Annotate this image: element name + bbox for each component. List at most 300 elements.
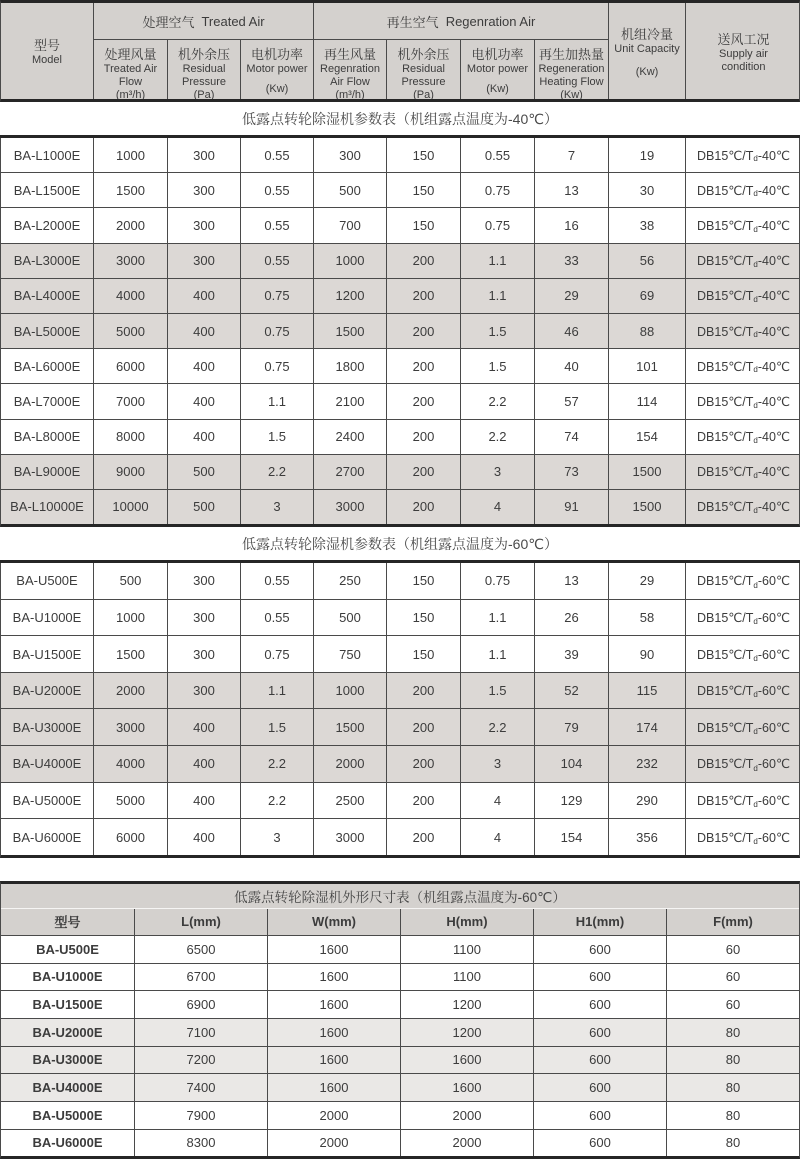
column-header-cell [386,39,460,99]
supply-header-zh: 送风工况 [717,31,770,47]
value-cell: 1500 [313,709,386,745]
dim-value-cell: 1600 [267,1047,400,1074]
table-row [1,314,799,349]
value-cell: 1.5 [460,673,534,709]
value-cell: 4000 [93,746,167,782]
value-cell: 29 [534,279,608,313]
supply-text-sub: d [753,617,758,627]
supply-cell [685,636,800,672]
value-cell: 300 [167,673,240,709]
supply-text-post: -60℃ [757,574,790,589]
dim-value-cell: 600 [533,1130,666,1157]
dim-header-cell: H1(mm) [533,909,666,935]
dim-value-cell: 6900 [134,991,267,1018]
value-cell: 200 [386,490,460,524]
column-header-unit: (m³/h) [335,88,365,99]
value-cell: 200 [386,673,460,709]
value-cell: 500 [313,173,386,207]
supply-cell [685,819,800,855]
dim-value-cell: 600 [533,991,666,1018]
model-cell: BA-U5000E [12,792,82,808]
value-cell: 0.75 [240,349,313,383]
value-cell: 3 [460,455,534,489]
value-cell: 200 [386,314,460,348]
supply-text-pre: DB15℃/T [697,500,754,515]
model-cell: BA-U1500E [12,646,82,662]
value-cell: 0.75 [460,563,534,599]
dim-model-cell: BA-U500E [36,941,99,957]
value-cell: 39 [534,636,608,672]
supply-text-post: -40℃ [757,218,790,233]
value-cell: 1500 [93,173,167,207]
value-cell: 9000 [93,455,167,489]
table-row [1,991,799,1019]
supply-text-post: -40℃ [757,465,790,480]
supply-text-pre: DB15℃/T [697,610,754,625]
supply-text-sub: d [753,836,758,846]
model-cell: BA-L2000E [13,217,81,233]
dim-value-cell: 1200 [400,1019,533,1046]
table-row [1,208,799,243]
value-cell: 0.75 [460,208,534,242]
value-cell: 400 [167,314,240,348]
supply-text-post: -60℃ [757,757,790,772]
column-header-en: Motor power [466,63,529,75]
value-cell: 750 [313,636,386,672]
supply-header-en: Supply air condition [719,47,768,73]
value-cell: 1500 [93,636,167,672]
dim-value-cell: 80 [666,1019,799,1046]
dim-value-cell: 2000 [267,1130,400,1157]
value-cell: 1.5 [460,349,534,383]
value-cell: 400 [167,420,240,454]
value-cell: 300 [167,600,240,636]
value-cell: 1.1 [460,636,534,672]
value-cell: 232 [608,746,685,782]
value-cell: 0.55 [240,563,313,599]
dim-value-cell: 7900 [134,1102,267,1129]
value-cell: 1.1 [460,244,534,278]
column-header-unit: (Kw) [265,83,289,95]
supply-header-cell [685,3,800,99]
section-title-minus40: 低露点转轮除湿机参数表（机组露点温度为-40℃） [0,102,800,138]
dim-value-cell: 600 [533,936,666,963]
value-cell: 700 [313,208,386,242]
value-cell: 1.5 [240,420,313,454]
table-row [1,138,799,173]
dim-value-cell: 60 [666,936,799,963]
supply-text-pre: DB15℃/T [697,289,754,304]
value-cell: 1.1 [240,673,313,709]
supply-cell [685,783,800,819]
value-cell: 2500 [313,783,386,819]
column-header-cell [167,39,240,99]
value-cell: 1500 [313,314,386,348]
model-cell: BA-U4000E [12,756,82,772]
supply-text-pre: DB15℃/T [697,183,754,198]
capacity-header-cell [608,3,685,99]
dim-value-cell: 600 [533,1047,666,1074]
table-row [1,1074,799,1102]
value-cell: 150 [386,173,460,207]
value-cell: 7000 [93,384,167,418]
value-cell: 74 [534,420,608,454]
capacity-header-en: Unit Capacity [614,43,680,56]
table-row [1,420,799,455]
supply-text-sub: d [753,294,758,304]
dim-value-cell: 8300 [134,1130,267,1157]
group-treated-en: Treated Air [201,13,265,29]
value-cell: 7 [534,138,608,172]
dim-value-cell: 2000 [400,1102,533,1129]
dim-value-cell: 80 [666,1102,799,1129]
supply-cell [685,173,800,207]
dim-model-cell: BA-U5000E [32,1107,103,1123]
value-cell: 1.1 [460,600,534,636]
column-header-cell [93,39,167,99]
value-cell: 38 [608,208,685,242]
value-cell: 2.2 [460,709,534,745]
dim-value-cell: 1600 [267,1019,400,1046]
value-cell: 2400 [313,420,386,454]
column-header-en: Treated Air Flow [103,63,158,88]
value-cell: 400 [167,746,240,782]
supply-cell [685,490,800,524]
supply-text-pre: DB15℃/T [697,394,754,409]
column-header-en: Residual Pressure [181,63,227,88]
value-cell: 2000 [93,208,167,242]
dim-value-cell: 7400 [134,1074,267,1101]
dim-value-cell: 60 [666,964,799,991]
supply-text-pre: DB15℃/T [697,793,754,808]
supply-cell [685,384,800,418]
table-row [1,673,799,710]
value-cell: 104 [534,746,608,782]
value-cell: 400 [167,279,240,313]
value-cell: 91 [534,490,608,524]
column-header-zh: 电机功率 [471,47,524,62]
value-cell: 40 [534,349,608,383]
supply-cell [685,138,800,172]
column-header-unit: (Pa) [413,88,434,99]
table-row [1,244,799,279]
value-cell: 0.55 [240,244,313,278]
dim-value-cell: 7200 [134,1047,267,1074]
supply-text-sub: d [753,330,758,340]
supply-text-sub: d [753,580,758,590]
table-row [1,964,799,992]
supply-text-pre: DB15℃/T [697,684,754,699]
supply-cell [685,244,800,278]
value-cell: 1.1 [460,279,534,313]
table-row [1,936,799,964]
model-cell: BA-L8000E [13,429,81,445]
table-row [1,1047,799,1075]
value-cell: 29 [608,563,685,599]
value-cell: 57 [534,384,608,418]
value-cell: 174 [608,709,685,745]
value-cell: 2.2 [460,420,534,454]
section-title-minus60: 低露点转轮除湿机参数表（机组露点温度为-60℃） [0,527,800,563]
table-row [1,636,799,673]
model-header-cell [1,3,93,99]
dim-value-cell: 1600 [400,1047,533,1074]
value-cell: 79 [534,709,608,745]
value-cell: 114 [608,384,685,418]
dim-header-cell: L(mm) [134,909,267,935]
value-cell: 3 [240,490,313,524]
supply-text-post: -60℃ [757,684,790,699]
value-cell: 150 [386,138,460,172]
supply-text-post: -40℃ [757,254,790,269]
supply-text-sub: d [753,653,758,663]
supply-text-pre: DB15℃/T [697,254,754,269]
supply-text-pre: DB15℃/T [697,465,754,480]
supply-text-post: -60℃ [757,610,790,625]
group-regen-en: Regenration Air [445,13,536,29]
value-cell: 0.75 [240,636,313,672]
value-cell: 2700 [313,455,386,489]
value-cell: 500 [93,563,167,599]
value-cell: 2.2 [240,455,313,489]
supply-text-post: -40℃ [757,359,790,374]
value-cell: 150 [386,563,460,599]
supply-text-post: -60℃ [757,830,790,845]
model-cell: BA-L4000E [13,288,81,304]
dim-model-cell: BA-U2000E [32,1024,103,1040]
supply-text-post: -40℃ [757,500,790,515]
spec-table-minus60-body [0,563,800,858]
value-cell: 2000 [93,673,167,709]
table-row [1,746,799,783]
table-row [1,173,799,208]
column-header-unit: (Pa) [193,88,215,99]
spec-table-minus40-body [0,138,800,527]
supply-text-pre: DB15℃/T [697,647,754,662]
value-cell: 1000 [313,244,386,278]
column-header-cell [460,39,534,99]
supply-text-post: -40℃ [757,148,790,163]
value-cell: 200 [386,384,460,418]
supply-text-pre: DB15℃/T [697,430,754,445]
table-row [1,600,799,637]
model-cell: BA-L7000E [13,393,81,409]
column-header-zh: 处理风量 [104,47,157,62]
value-cell: 0.75 [460,173,534,207]
value-cell: 2.2 [240,746,313,782]
model-cell: BA-U500E [16,573,78,589]
dim-value-cell: 7100 [134,1019,267,1046]
value-cell: 2.2 [460,384,534,418]
column-header-cell [313,39,386,99]
supply-text-sub: d [753,224,758,234]
value-cell: 13 [534,563,608,599]
model-cell: BA-L1000E [13,147,81,163]
value-cell: 500 [313,600,386,636]
supply-cell [685,208,800,242]
capacity-header-zh: 机组冷量 [620,27,673,43]
group-regen-zh: 再生空气 [386,14,439,30]
value-cell: 30 [608,173,685,207]
supply-text-sub: d [753,470,758,480]
group-header-regeneration-air [313,3,608,39]
value-cell: 150 [386,600,460,636]
dim-model-cell: BA-U1000E [32,969,103,985]
supply-text-post: -60℃ [757,793,790,808]
model-header-en: Model [32,54,62,67]
value-cell: 200 [386,279,460,313]
supply-text-pre: DB15℃/T [697,324,754,339]
group-treated-zh: 处理空气 [142,14,195,30]
model-cell: BA-U2000E [12,683,82,699]
supply-text-pre: DB15℃/T [697,720,754,735]
value-cell: 19 [608,138,685,172]
model-cell: BA-U3000E [12,719,82,735]
model-header-zh: 型号 [33,38,60,54]
value-cell: 115 [608,673,685,709]
value-cell: 300 [167,138,240,172]
section-gap [0,858,800,881]
supply-cell [685,314,800,348]
model-cell: BA-L9000E [13,464,81,480]
supply-text-post: -40℃ [757,430,790,445]
supply-cell [685,349,800,383]
column-header-zh: 机外余压 [177,47,230,62]
value-cell: 33 [534,244,608,278]
table-row [1,455,799,490]
value-cell: 154 [608,420,685,454]
value-cell: 400 [167,384,240,418]
value-cell: 2100 [313,384,386,418]
model-cell: BA-U1000E [12,609,82,625]
table-row [1,819,799,855]
model-cell: BA-L10000E [10,499,84,515]
dim-model-cell: BA-U4000E [32,1080,103,1096]
supply-cell [685,673,800,709]
supply-text-sub: d [753,800,758,810]
value-cell: 0.55 [240,138,313,172]
value-cell: 0.55 [240,600,313,636]
value-cell: 4 [460,819,534,855]
dim-value-cell: 80 [666,1130,799,1157]
model-cell: BA-L5000E [13,323,81,339]
value-cell: 400 [167,819,240,855]
dim-value-cell: 1200 [400,991,533,1018]
value-cell: 500 [167,490,240,524]
supply-text-sub: d [753,154,758,164]
column-header-unit: (m³/h) [115,88,146,99]
dim-body [1,936,799,1157]
supply-text-sub: d [753,727,758,737]
supply-cell [685,563,800,599]
table-row [1,1102,799,1130]
spec-header [0,0,800,102]
table-row [1,563,799,600]
value-cell: 88 [608,314,685,348]
column-header-en: Residual Pressure [401,63,446,88]
value-cell: 400 [167,349,240,383]
table-row [1,1130,799,1157]
dim-value-cell: 1600 [267,964,400,991]
table-row [1,783,799,820]
supply-text-sub: d [753,400,758,410]
supply-cell [685,600,800,636]
supply-text-sub: d [753,259,758,269]
supply-text-pre: DB15℃/T [697,359,754,374]
dim-value-cell: 1100 [400,936,533,963]
value-cell: 290 [608,783,685,819]
table-row [1,279,799,314]
value-cell: 16 [534,208,608,242]
value-cell: 1500 [608,455,685,489]
value-cell: 0.55 [240,173,313,207]
value-cell: 2.2 [240,783,313,819]
model-cell: BA-U6000E [12,829,82,845]
value-cell: 154 [534,819,608,855]
supply-cell [685,709,800,745]
dim-value-cell: 600 [533,1074,666,1101]
value-cell: 26 [534,600,608,636]
value-cell: 2000 [313,746,386,782]
supply-text-post: -60℃ [757,720,790,735]
supply-text-sub: d [753,690,758,700]
dim-value-cell: 1600 [267,1074,400,1101]
capacity-header-unit: (Kw) [635,65,659,78]
model-cell: BA-L6000E [13,358,81,374]
value-cell: 8000 [93,420,167,454]
dim-header-cell: 型号 [54,915,81,931]
value-cell: 356 [608,819,685,855]
value-cell: 6000 [93,349,167,383]
supply-text-pre: DB15℃/T [697,757,754,772]
value-cell: 13 [534,173,608,207]
value-cell: 0.55 [460,138,534,172]
value-cell: 200 [386,455,460,489]
dim-value-cell: 1600 [400,1074,533,1101]
value-cell: 200 [386,819,460,855]
supply-text-sub: d [753,435,758,445]
table-row [1,349,799,384]
value-cell: 200 [386,420,460,454]
supply-cell [685,279,800,313]
dim-header-cell: W(mm) [267,909,400,935]
dim-model-cell: BA-U6000E [32,1135,103,1151]
dim-header-cell: H(mm) [400,909,533,935]
value-cell: 300 [313,138,386,172]
dim-value-cell: 600 [533,1102,666,1129]
value-cell: 200 [386,746,460,782]
value-cell: 69 [608,279,685,313]
dimensions-title: 低露点转轮除湿机外形尺寸表（机组露点温度为-60℃） [1,884,799,909]
table-row [1,709,799,746]
column-header-zh: 再生加热量 [538,47,604,62]
value-cell: 150 [386,636,460,672]
column-header-zh: 再生风量 [323,47,376,62]
value-cell: 52 [534,673,608,709]
value-cell: 150 [386,208,460,242]
dim-value-cell: 60 [666,991,799,1018]
column-header-cell [240,39,313,99]
table-row [1,1019,799,1047]
dim-header-row [1,909,799,936]
value-cell: 300 [167,636,240,672]
dim-value-cell: 80 [666,1074,799,1101]
value-cell: 300 [167,244,240,278]
column-header-cell [534,39,608,99]
value-cell: 0.75 [240,279,313,313]
value-cell: 400 [167,783,240,819]
value-cell: 1000 [93,600,167,636]
